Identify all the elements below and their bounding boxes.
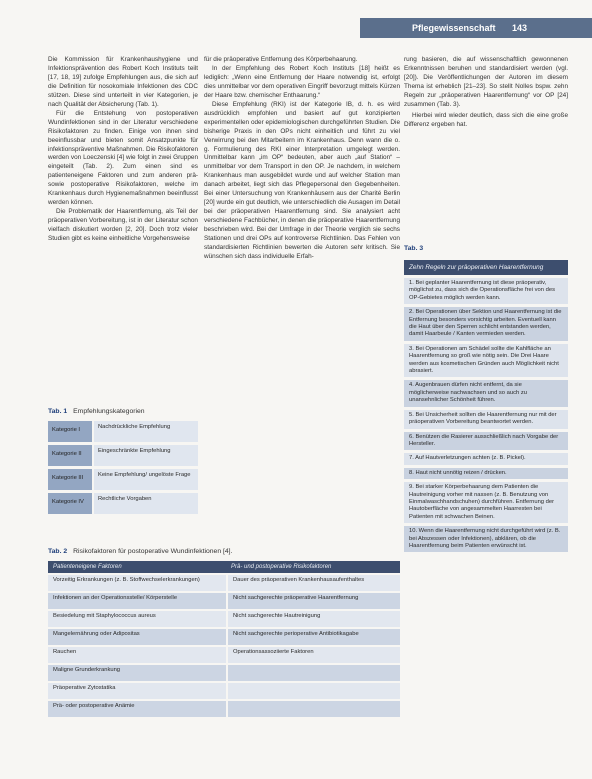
text-column-2: [204, 56, 400, 262]
list-item: 7. Auf Hautverletzungen achten (z. B. Pickel).: [404, 453, 568, 464]
table-label: Tab. 3: [404, 245, 424, 252]
category-key: Kategorie III: [48, 469, 92, 490]
category-value: Rechtliche Vorgaben: [94, 493, 198, 514]
table-title: Empfehlungskategorien: [73, 408, 145, 415]
paragraph: In der Empfehlung des Robert Koch Instituts [18] heißt es lediglich: „Wenn eine Entfernung der Haare notwendig ist, erfolgt dies unmittelbar vor dem operativen Eingriff bevorzugt mittels Kürzen der Haare bzw. chemischer Enthaarung.“: [204, 64, 400, 99]
table-row: [48, 493, 198, 514]
cell: Prä- oder postoperative Anämie: [53, 703, 135, 709]
cell: Nicht sachgerechte präoperative Haarentfernung: [226, 593, 400, 609]
cell: [226, 701, 400, 717]
cell: Rauchen: [53, 649, 77, 655]
table-row: [48, 469, 198, 490]
category-value: Keine Empfehlung/ ungelöste Frage: [94, 469, 198, 490]
table-row: [48, 575, 400, 591]
list-item: 1. Bei geplanter Haarentfernung ist diese präoperativ, möglichst zu, dass sich die Operationsfläche frei von des OP-Gebietes möglich werden kann.: [404, 278, 568, 304]
list-item: 8. Haut nicht unnötig reizen / drücken.: [404, 468, 568, 479]
table-row: [48, 445, 198, 466]
cell: Mangelernährung oder Adipositas: [53, 631, 140, 637]
table-row: [48, 647, 400, 663]
column-header: Patienteneigene Faktoren: [53, 564, 122, 570]
cell: Präoperative Zytostatika: [53, 685, 116, 691]
table-caption: [48, 548, 400, 555]
cell: Dauer des präoperativen Krankenhausaufenthaltes: [226, 575, 400, 591]
list-item: 2. Bei Operationen über Sektion und Haarentfernung ist die Entfernung besonders vorsichtig arbeiten. Eventuell kann die Haut über den Sperren schlicht entstanden werden, damit Haarbeule / Kanten vermieden werden.: [404, 307, 568, 341]
category-value: Nachdrückliche Empfehlung: [94, 421, 198, 442]
table-row: [48, 421, 198, 442]
table-row: [48, 629, 400, 645]
paragraph: für die präoperative Entfernung des Körperbehaarung.: [204, 56, 358, 63]
table-caption: [48, 408, 198, 415]
table-header: Zehn Regeln zur präoperativen Haarentfernung: [404, 260, 568, 275]
paragraph: Hierbei wird wieder deutlich, dass sich die eine große Differenz ergeben hat.: [404, 111, 568, 128]
table-label: Tab. 1: [48, 408, 68, 415]
section-title: Pflegewissenschaft: [412, 23, 496, 33]
paragraph: Für die Entstehung von postoperativen Wundinfektionen sind in der Literatur verschiedene Risikofaktoren zu finden. Einige von ihnen sind beeinflussbar und bieten somit Ansatzpunkte für infektionspräventive Maßnahmen. Die Risikofaktoren werden von Loeczenski [4] wie folgt in zwei Gruppen eingeteilt (Tab. 2). Zum einen sind es patienteneigene Faktoren und zum anderen prä- sowie postoperative Risikofaktoren, welche im Krankenhaus durch Hygienemaßnahmen beeinflusst werden können.: [48, 109, 198, 207]
list-item: 6. Benützen die Rasierer ausschließlich nach Vorgabe der Hersteller.: [404, 432, 568, 451]
text-column-1: [48, 56, 198, 244]
cell: [226, 683, 400, 699]
cell: Vorzeitig Erkrankungen (z. B. Stoffwechselerkrankungen): [53, 577, 200, 583]
cell: Maligne Grunderkrankung: [53, 667, 121, 673]
table-zehn-regeln: [404, 245, 568, 552]
category-key: Kategorie I: [48, 421, 92, 442]
cell: Besiedelung mit Staphylococcus aureus: [53, 613, 156, 619]
table-title: Risikofaktoren für postoperative Wundinfektionen [4].: [73, 548, 233, 555]
cell: Nicht sachgerechte Hautreinigung: [226, 611, 400, 627]
table-row: [48, 611, 400, 627]
paragraph: Diese Empfehlung (RKI) ist der Kategorie IB, d. h. es wird ausdrücklich empfohlen und basiert auf gut konzipierten experimentellen oder epidemiologischen durchgeführten Studien. Die bisherige Praxis in den OPs nicht einheitlich und führt zu viel Verwirrung bei den Mitarbeitern im Krankenhaus. Denn wann die o. g. Formulierung des RKI einer Interpretation umgelegt werden. Unmittelbar kann „im OP“ bedeuten, aber auch „auf Station“ – unmittelbar vor dem Transport in den OP. Je nachdem, in welchem Krankenhaus man ausgebildet wurde und auf welcher Station man danach arbeitet, liegt sich das Pflegepersonal den Gegebenheiten. Bei einer Untersuchung von Krankenhäusern aus der Charité Berlin [20] wurde ein gut deutlich, wie unterschiedlich die Ausagen im Detail bei der präoperativen Haarentfernung sind. Sie analysiert acht verschiedene Fachbücher, in denen die präoperative Haarentfernung beschrieben wird. Bei der Umfrage in der Theorie verglich sie sechs Stationen und drei OPs auf kontroverse Richtlinien. Das Fehlen von standardisierten Richtlinien bewerten die Autoren sehr kritisch. Sie wünschen sich dass individuelle Erfah-: [204, 100, 400, 260]
table-empfehlungskategorien: [48, 408, 198, 517]
list-item: 3. Bei Operationen am Schädel sollte die Kahlfläche an Haarentfernung so groß wie nötig sein. Die Drei Haare werden aus kosmetischen Gründen auch Möglichkeit nicht abrasiert.: [404, 344, 568, 378]
cell: Nicht sachgerechte perioperative Antibiotikagabe: [226, 629, 400, 645]
table-row: [48, 683, 400, 699]
running-header: [360, 18, 592, 38]
text-column-3: [404, 56, 568, 130]
cell: [226, 665, 400, 681]
table-caption: [404, 245, 568, 252]
table-header: [48, 561, 400, 573]
list-item: 10. Wenn die Haarentfernung nicht durchgeführt wird (z. B. bei Abszessen oder Infektionen), abklären, ob die Haarentfernung beim Patienten erwünscht ist.: [404, 526, 568, 552]
category-key: Kategorie II: [48, 445, 92, 466]
list-item: 4. Augenbrauen dürfen nicht entfernt, da sie möglicherweise nachwachsen und so auch zu unansehnlicher Schönheit führen.: [404, 380, 568, 406]
category-key: Kategorie IV: [48, 493, 92, 514]
page-number: 143: [512, 23, 528, 33]
list-item: 5. Bei Unsicherheit sollten die Haarentfernung nur mit der präoperativen Vorbereitung beantwortet werden.: [404, 410, 568, 429]
table-risikofaktoren: [48, 548, 400, 717]
table-row: [48, 593, 400, 609]
category-value: Eingeschränkte Empfehlung: [94, 445, 198, 466]
cell: Operationsassoziierte Faktoren: [226, 647, 400, 663]
paragraph: Die Kommission für Krankenhaushygiene und Infektionsprävention des Robert Koch Instituts teilt [17, 18, 19] zufolge Empfehlungen aus, die sich auf die Definition für nosokomiale Infektionen des CDC stützen. Diese sind unterteilt in vier Kategorien, je nach Qualität der Absicherung (Tab. 1).: [48, 56, 198, 108]
list-item: 9. Bei starker Körperbehaarung dem Patienten die Hautreinigung vorher mit nassen (z. B. Benutzung von Einmalwaschhandschuhen) durchführen. Entfernung der Hautoberfläche von angesammelten Haarresten bei Patienten mit schwachen Beinen.: [404, 482, 568, 523]
paragraph: rung basieren, die auf wissenschaftlich gewonnenen Erkenntnissen beruhen und standardisiert werden (vgl. [20]). Die Veröffentlichungen der Autoren im diesem Thema ist erheblich [21–23]. So stellt Nolles bspw. zehn Regeln zur „präoperativen Haarentfernung“ vor OP [24] zusammen (Tab. 3).: [404, 56, 568, 108]
table-row: [48, 665, 400, 681]
table-label: Tab. 2: [48, 548, 68, 555]
table-row: [48, 701, 400, 717]
paragraph: Die Problematik der Haarentfernung, als Teil der präoperativen Vorbereitung, ist in der Literatur schon vielfach diskutiert worden [2, 20]. Doch trotz vieler Studien gibt es keine einheitliche Vorgehensweise: [48, 208, 198, 243]
cell: Infektionen an der Operationsstelle/ Körperstelle: [53, 595, 178, 601]
column-header: Prä- und postoperative Risikofaktoren: [231, 564, 332, 570]
